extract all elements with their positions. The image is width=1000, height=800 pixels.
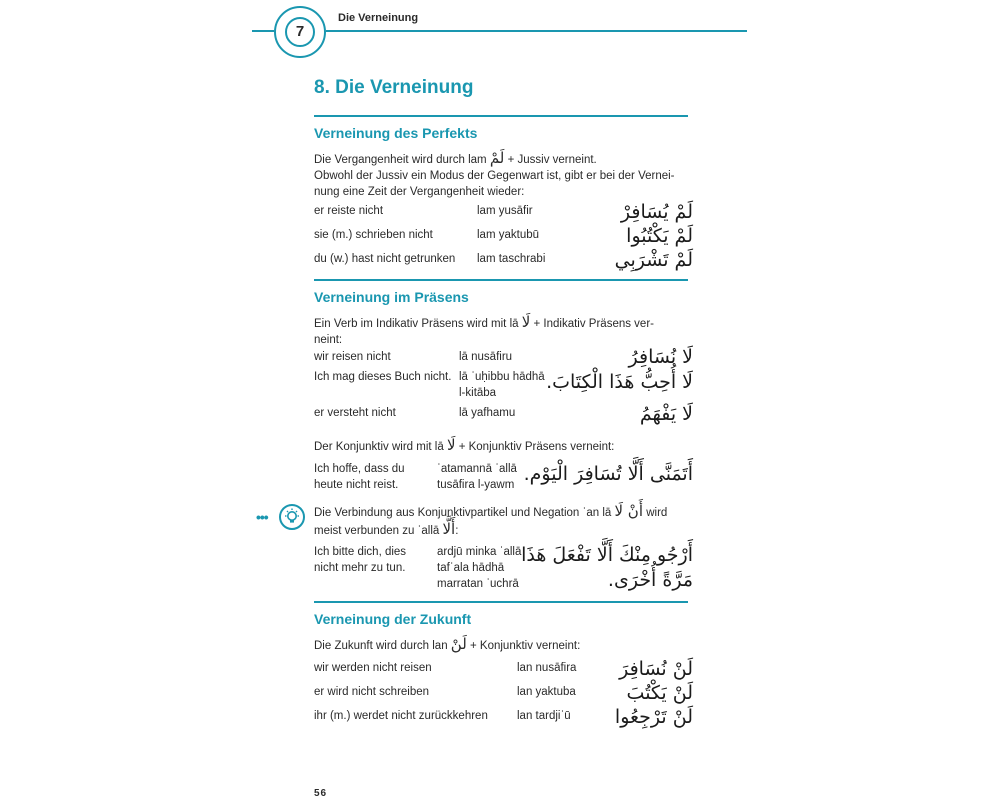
perfekt-row2-arabic: لَمْ يَكْتُبُوا	[626, 225, 693, 247]
zukunft-intro-arabic: لَنْ	[450, 635, 467, 653]
praesens-row2-translit2: l-kitāba	[459, 387, 497, 399]
praesens-row1-arabic: لَا نُسَافِرُ	[628, 346, 693, 368]
perfekt-row2-translit: lam yaktubū	[477, 229, 540, 241]
praesens-row2-translit: lā ʾuḥibbu hādhā	[459, 371, 545, 383]
konjunktiv-intro	[314, 437, 694, 455]
lightbulb-icon	[279, 504, 305, 530]
konj-translit-line1: ʾatamannā ʾallā	[437, 463, 517, 475]
perfekt-row3-translit: lam taschrabi	[477, 253, 546, 265]
chapter-number: 7	[285, 17, 315, 47]
zukunft-row2-translit: lan yaktuba	[517, 686, 576, 698]
section-heading-perfekt: Verneinung des Perfekts	[314, 125, 478, 141]
zukunft-row1-german: wir werden nicht reisen	[314, 662, 432, 674]
konj-german-line1: Ich hoffe, dass du	[314, 463, 405, 475]
praesens-row3-german: er versteht nicht	[314, 407, 396, 419]
perfekt-row3-arabic: لَمْ تَشْرَبِي	[614, 249, 693, 271]
tip-text-line1-end: wird	[646, 507, 668, 519]
praesens-row3-translit: lā yafhamu	[459, 407, 516, 419]
perfekt-intro-line3: nung eine Zeit der Vergangenheit wieder:	[314, 186, 525, 198]
header-rule-right	[326, 30, 747, 32]
perfekt-row1-arabic: لَمْ يُسَافِرْ	[620, 201, 693, 223]
zukunft-intro-text: Die Zukunft wird durch lan	[314, 640, 448, 652]
tip-text-line2: meist verbunden zu ʾallā	[314, 525, 440, 537]
running-title: Die Verneinung	[338, 12, 419, 24]
perfekt-row2-german: sie (m.) schrieben nicht	[314, 229, 433, 241]
section-heading-praesens: Verneinung im Präsens	[314, 289, 469, 305]
example-arabic-line1: أَرْجُو مِنْكَ أَلَّا تَفْعَلَ هَذَا	[521, 544, 693, 566]
konj-translit-line2: tusāfira l-yawm	[437, 479, 515, 491]
praesens-intro-line2: neint:	[314, 334, 343, 346]
perfekt-intro-arabic: لَمْ	[489, 149, 505, 167]
konj-arabic: أَتَمَنَّى أَلَّا تُسَافِرَ الْيَوْم.	[523, 463, 693, 485]
praesens-row1-german: wir reisen nicht	[314, 351, 391, 363]
zukunft-intro	[314, 636, 694, 654]
dots-icon: •••	[256, 509, 268, 525]
example-translit-line1: ardjū minka ʾallā	[437, 546, 522, 558]
example-german-line1: Ich bitte dich, dies	[314, 546, 407, 558]
page-number: 56	[314, 788, 328, 799]
praesens-intro	[314, 314, 694, 348]
zukunft-row2-german: er wird nicht schreiben	[314, 686, 430, 698]
zukunft-row1-arabic: لَنْ نُسَافِرَ	[619, 658, 693, 680]
zukunft-row3-translit: lan tardjiʿū	[517, 710, 571, 722]
example-translit-line2: tafʿala hādhā	[437, 562, 505, 574]
example-translit-line3: marratan ʾuchrā	[437, 578, 519, 590]
konj-german-line2: heute nicht reist.	[314, 479, 399, 491]
tip-text-line1: Die Verbindung aus Konjunktivpartikel und Negation ʾan lā	[314, 507, 612, 519]
header-rule-left	[252, 30, 274, 32]
tip-text	[314, 503, 704, 539]
perfekt-intro-line2: Obwohl der Jussiv ein Modus der Gegenwart ist, gibt er bei der Vernei-	[314, 170, 675, 182]
perfekt-row1-translit: lam yusāfir	[477, 205, 533, 217]
page-title: 8. Die Verneinung	[314, 77, 474, 98]
tip-arabic-alla: أَلَّا	[442, 520, 456, 538]
tip-colon: :	[455, 525, 459, 537]
praesens-intro-text-end: + Indikativ Präsens ver-	[533, 318, 654, 330]
perfekt-row3-german: du (w.) hast nicht getrunken	[314, 253, 456, 265]
example-arabic-line2: مَرَّةً أُخْرَى.	[607, 569, 693, 591]
konjunktiv-intro-text: Der Konjunktiv wird mit lā	[314, 441, 444, 453]
praesens-row2-german: Ich mag dieses Buch nicht.	[314, 371, 452, 383]
section-rule	[314, 279, 688, 281]
zukunft-intro-text-end: + Konjunktiv verneint:	[470, 640, 581, 652]
perfekt-intro-text: Die Vergangenheit wird durch lam	[314, 154, 487, 166]
zukunft-row3-german: ihr (m.) werdet nicht zurückkehren	[314, 710, 488, 722]
praesens-row3-arabic: لَا يَفْهَمُ	[639, 403, 693, 425]
example-german-line2: nicht mehr zu tun.	[314, 562, 406, 574]
praesens-intro-text: Ein Verb im Indikativ Präsens wird mit lā	[314, 318, 519, 330]
zukunft-row3-arabic: لَنْ تَرْجِعُوا	[614, 706, 693, 728]
perfekt-intro	[314, 150, 694, 200]
konjunktiv-intro-arabic: لَا	[446, 436, 456, 454]
section-heading-zukunft: Verneinung der Zukunft	[314, 611, 472, 627]
section-rule	[314, 115, 688, 117]
section-rule	[314, 601, 688, 603]
perfekt-intro-text-end: + Jussiv verneint.	[507, 154, 597, 166]
tip-arabic-an-la: أَنْ لَا	[614, 502, 643, 520]
chapter-badge	[274, 6, 326, 58]
praesens-row1-translit: lā nusāfiru	[459, 351, 513, 363]
praesens-row2-arabic: لَا أُحِبُّ هَذَا الْكِتَابَ.	[546, 371, 693, 393]
konjunktiv-intro-text-end: + Konjunktiv Präsens verneint:	[458, 441, 615, 453]
perfekt-row1-german: er reiste nicht	[314, 205, 384, 217]
zukunft-row2-arabic: لَنْ يَكْتُبَ	[626, 682, 693, 704]
zukunft-row1-translit: lan nusāfira	[517, 662, 577, 674]
praesens-intro-arabic: لَا	[521, 313, 531, 331]
